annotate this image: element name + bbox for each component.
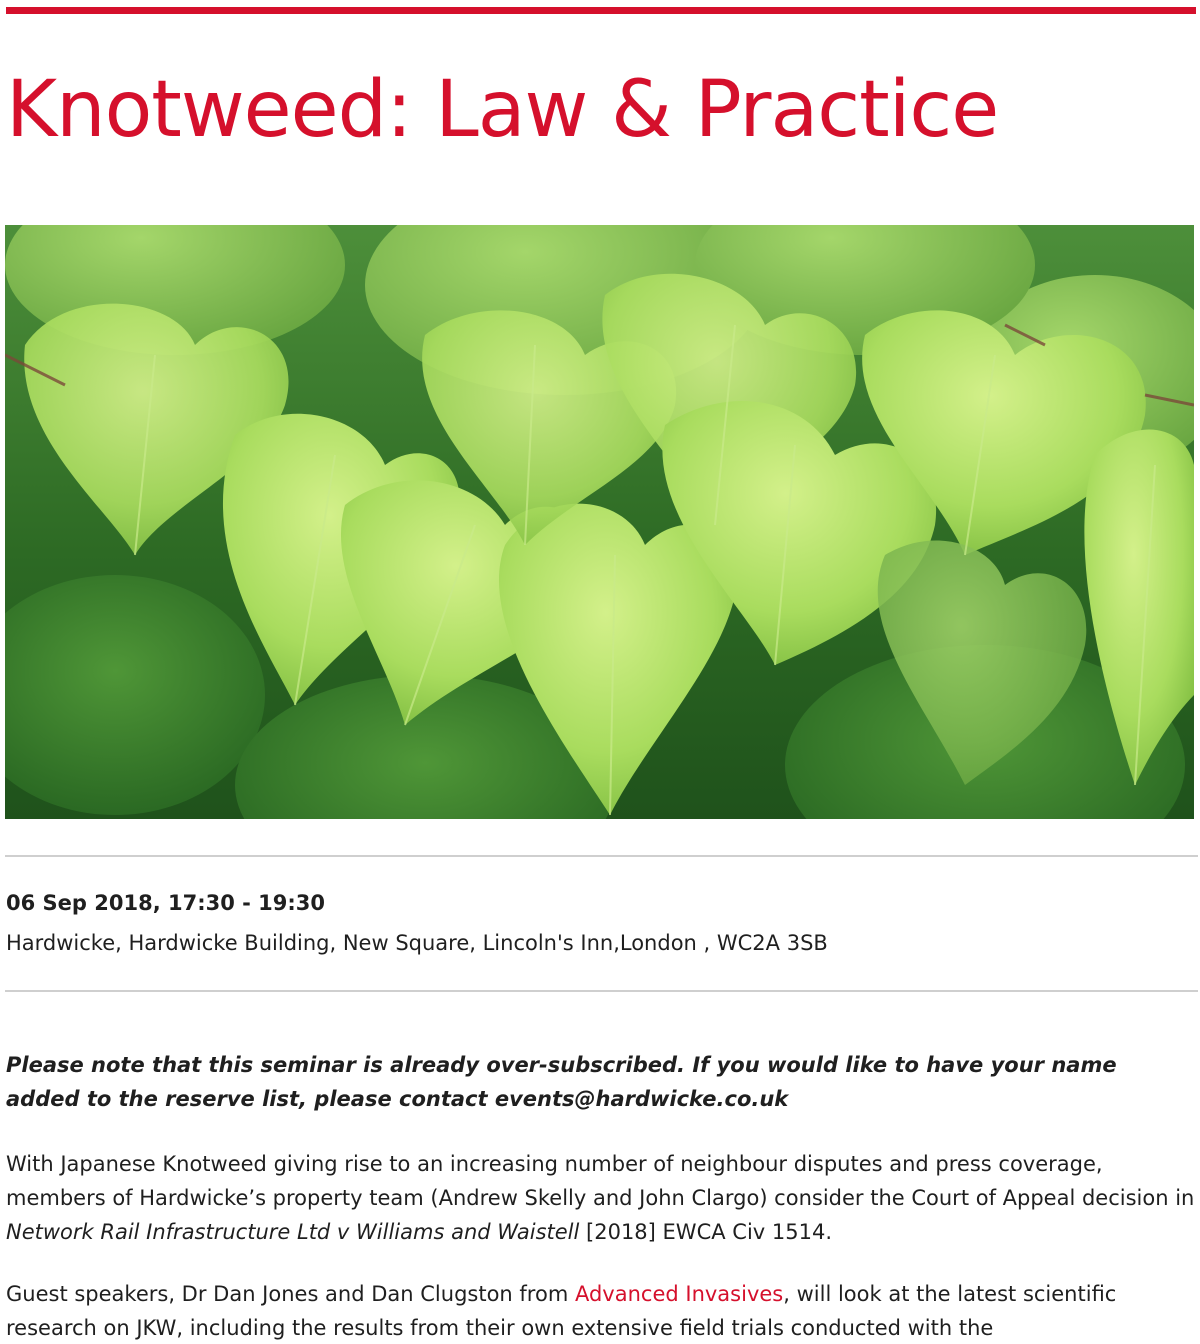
divider xyxy=(5,990,1198,992)
speakers-paragraph xyxy=(6,1277,1196,1344)
speakers-text: Guest speakers, Dr Dan Jones and Dan Clugston from xyxy=(6,1282,575,1306)
page-title: Knotweed: Law & Practice xyxy=(6,65,999,155)
knotweed-leaves-icon xyxy=(5,225,1194,819)
case-name: Network Rail Infrastructure Ltd v Williams and Waistell xyxy=(6,1220,580,1244)
intro-text: With Japanese Knotweed giving rise to an increasing number of neighbour disputes and press coverage, members of Hardwicke’s property team (Andrew Skelly and John Clargo) consider the Court of Appeal decision in xyxy=(6,1152,1195,1210)
divider xyxy=(5,855,1198,857)
speakers-text-cont: , will look at the latest scientific research on JKW, including the results from their own extensive field trials conducted with the xyxy=(6,1282,1117,1340)
advanced-invasives-link[interactable]: Advanced Invasives xyxy=(574,1282,784,1306)
oversubscribed-notice: Please note that this seminar is already over-subscribed. If you would like to have your name added to the reserve list, please contact events@hardwicke.co.uk xyxy=(6,1053,1117,1111)
top-accent-rule xyxy=(6,7,1196,14)
case-citation: [2018] EWCA Civ 1514. xyxy=(579,1220,832,1244)
hero-image xyxy=(5,225,1194,819)
intro-paragraph xyxy=(6,1147,1196,1249)
event-venue: Hardwicke, Hardwicke Building, New Square, Lincoln's Inn,London , WC2A 3SB xyxy=(6,931,828,955)
event-datetime: 06 Sep 2018, 17:30 - 19:30 xyxy=(6,891,326,915)
